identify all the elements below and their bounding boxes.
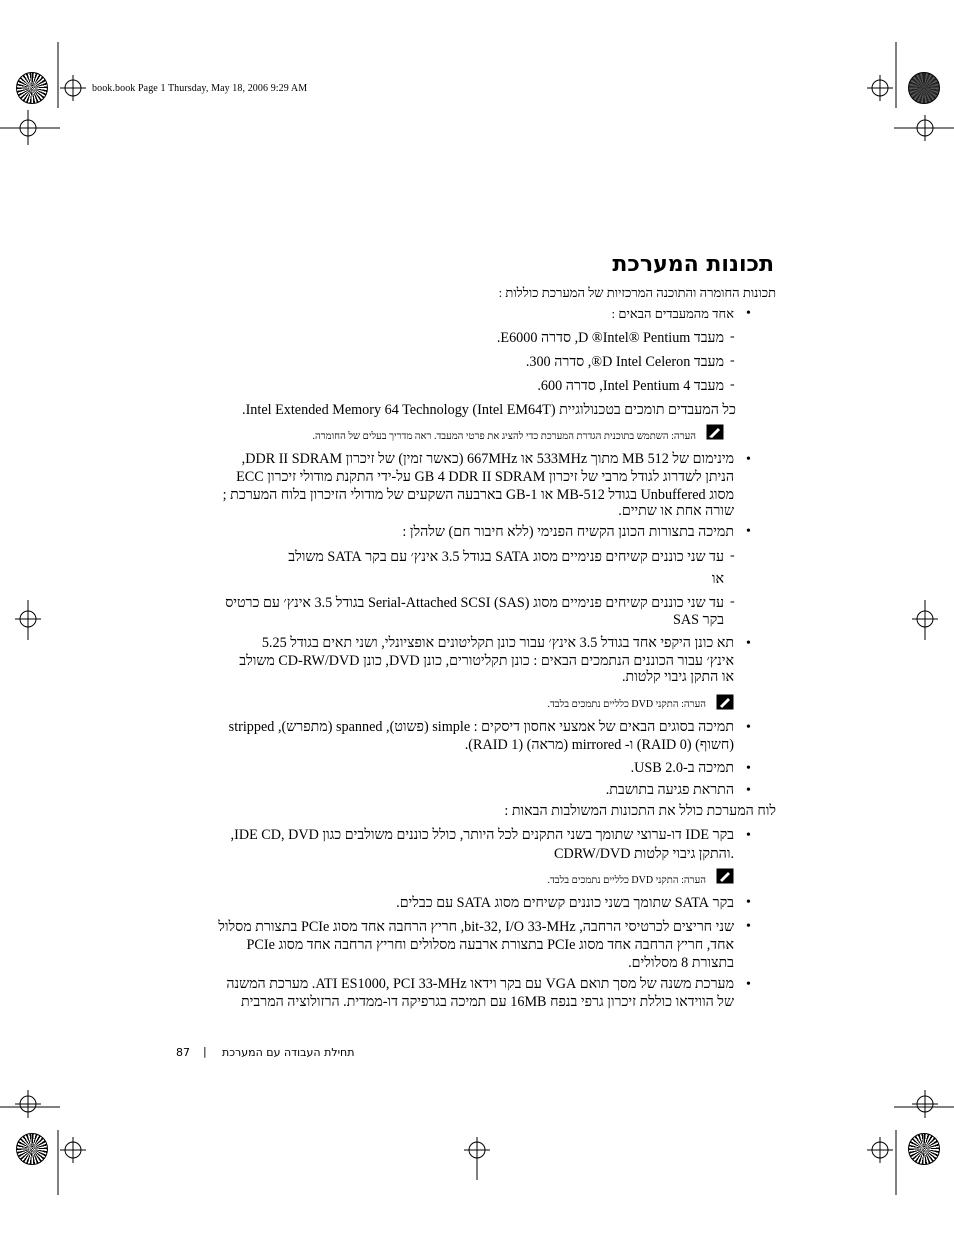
memory-line-4: שורה אחת או שתיים. (618, 503, 734, 519)
bullet-marker: • (746, 783, 751, 798)
section-title: תכונות המערכת (612, 252, 774, 277)
page-number: 87 (176, 1046, 190, 1059)
drives-intro: תמיכה בתצורות הכונן הקשיח הפנימי (ללא חיבור חם) שלהלן : (402, 524, 734, 540)
processors-em64t: כל המעבדים תומכים בטכנולוגיית (Intel Extended Memory 64 Technology (Intel EM64T. (242, 402, 736, 418)
drive-sas-line-2: בקר SAS (673, 612, 724, 628)
memory-line-2: הניתן לשדרוג לגודל מרבי של זיכרון GB 4 DDR II SDRAM על-ידי התקנת מודולי זיכרון ECC (236, 469, 734, 485)
bays-line-3: או התקן גיבוי קלטות. (621, 669, 734, 685)
usb-support: תמיכה ב-USB 2.0. (630, 760, 734, 776)
intro-text: תכונות החומרה והתוכנה המרכזיות של המערכת כוללות : (498, 285, 776, 300)
processor-item-3: מעבד Intel Pentium 4, סדרה 600. (537, 378, 724, 394)
bullet-marker: • (746, 636, 751, 651)
bullet-marker: • (746, 919, 751, 934)
note-pencil-icon (706, 424, 724, 440)
dash-marker: - (730, 548, 735, 563)
drive-sas-line-1: עד שני כוננים קשיחים פנימיים מסוג Serial-Attached SCSI (SAS) בגודל 3.5 אינץ׳ עם כרטיס (225, 595, 724, 611)
drive-sata-option: עד שני כוננים קשיחים פנימיים מסוג SATA בגודל 3.5 אינץ׳ עם בקר SATA משולב (288, 549, 724, 565)
note-pencil-icon (716, 694, 734, 710)
note-dvd-support-2: הערה: התקני DVD כלליים נתמכים בלבד. (547, 875, 706, 886)
bullet-marker: • (746, 524, 751, 539)
dash-marker: - (730, 329, 735, 344)
raid-line-2: (חשוף) (RAID 0) ו- mirrored (מראה) (RAID 1). (464, 737, 734, 753)
drive-or: או (711, 571, 724, 587)
ide-line-2: CDRW/DVD והתקן גיבוי קלטות. (554, 846, 734, 862)
board-features-intro: לוח המערכת כולל את התכונות המשולבות הבאות : (504, 803, 776, 819)
print-slug: book.book Page 1 Thursday, May 18, 2006 9:29 AM (92, 83, 308, 94)
slots-line-1: שני חריצים לכרטיסי הרחבה, bit-32, I/O 33-MHz, חריץ הרחבה אחד מסוג PCIe בתצורת מסלול (218, 919, 734, 935)
processor-item-1: מעבד D ®Intel® Pentium, סדרה E6000. (496, 330, 724, 346)
note-pencil-icon (716, 868, 734, 884)
bullet-marker: • (746, 828, 751, 843)
footer-chapter: תחילת העבודה עם המערכת (222, 1046, 355, 1059)
ide-line-1: בקר IDE דו-ערוצי שתומך בשני התקנים לכל היותר, כולל כוננים משולבים כגון IDE CD, DVD, (230, 827, 734, 843)
bays-line-1: תא כונן היקפי אחד בגודל 3.5 אינץ׳ עבור כונן תקליטונים אופציונלי, ושני תאים בגודל 5.25 (261, 635, 734, 651)
processors-heading: אחד מהמעבדים הבאים : (611, 306, 734, 321)
sata-controller: בקר SATA שתומך בשני כוננים קשיחים מסוג SATA עם כבלים. (396, 895, 734, 911)
raid-line-1: תמיכה בסוגים הבאים של אמצעי אחסון דיסקים : simple (פשוט), spanned (מתפרש), stripped (228, 719, 734, 735)
memory-line-3: מסוג Unbuffered בגודל MB-512 או GB-1 בארבעה השקעים של מודולי הזיכרון בלוח המערכת ; (222, 487, 734, 503)
bullet-marker: • (746, 306, 751, 321)
bullet-marker: • (746, 720, 751, 735)
chassis-intrusion: התראת פגיעה בתושבת. (605, 782, 734, 798)
dash-marker: - (730, 353, 735, 368)
processor-item-2: מעבד D Intel Celeron®, סדרה 300. (525, 354, 724, 370)
bays-line-2: אינץ׳ עבור הכוננים הנתמכים הבאים : כונן תקליטורים, כונן DVD, כונן CD-RW/DVD משולב (239, 653, 734, 669)
dash-marker: - (730, 377, 735, 392)
video-line-1: מערכת משנה של מסך תואם VGA עם בקר וידאו ATI ES1000, PCI 33-MHz. מערכת המשנה (226, 976, 734, 992)
bullet-marker: • (746, 895, 751, 910)
slots-line-2: אחד, חריץ הרחבה אחד מסוג PCIe בתצורת ארבעה מסלולים וחריץ הרחבה אחד מסוג PCIe (246, 937, 734, 953)
memory-line-1: מינימום של MB 512 מתוך 533MHz או 667MHz (כאשר זמין) של זיכרון DDR II SDRAM, (241, 451, 734, 467)
dash-marker: - (730, 594, 735, 609)
video-line-2: של הווידאו כוללת זיכרון גרפי בנפח 16MB עם תמיכה בגרפיקה דו-ממדית. הרזולוציה המרבית (241, 994, 734, 1010)
bullet-marker: • (746, 977, 751, 992)
slots-line-3: בתצורת 8 מסלולים. (628, 955, 734, 971)
note-processor-details: הערה: השתמש בתוכנית הגדרת המערכת כדי להציג את פרטי המעבד. ראה מדריך בעלים של החומרה. (312, 431, 696, 442)
note-dvd-support: הערה: התקני DVD כלליים נתמכים בלבד. (547, 699, 706, 710)
bullet-marker: • (746, 761, 751, 776)
footer-separator: | (203, 1045, 207, 1058)
bullet-marker: • (746, 452, 751, 467)
